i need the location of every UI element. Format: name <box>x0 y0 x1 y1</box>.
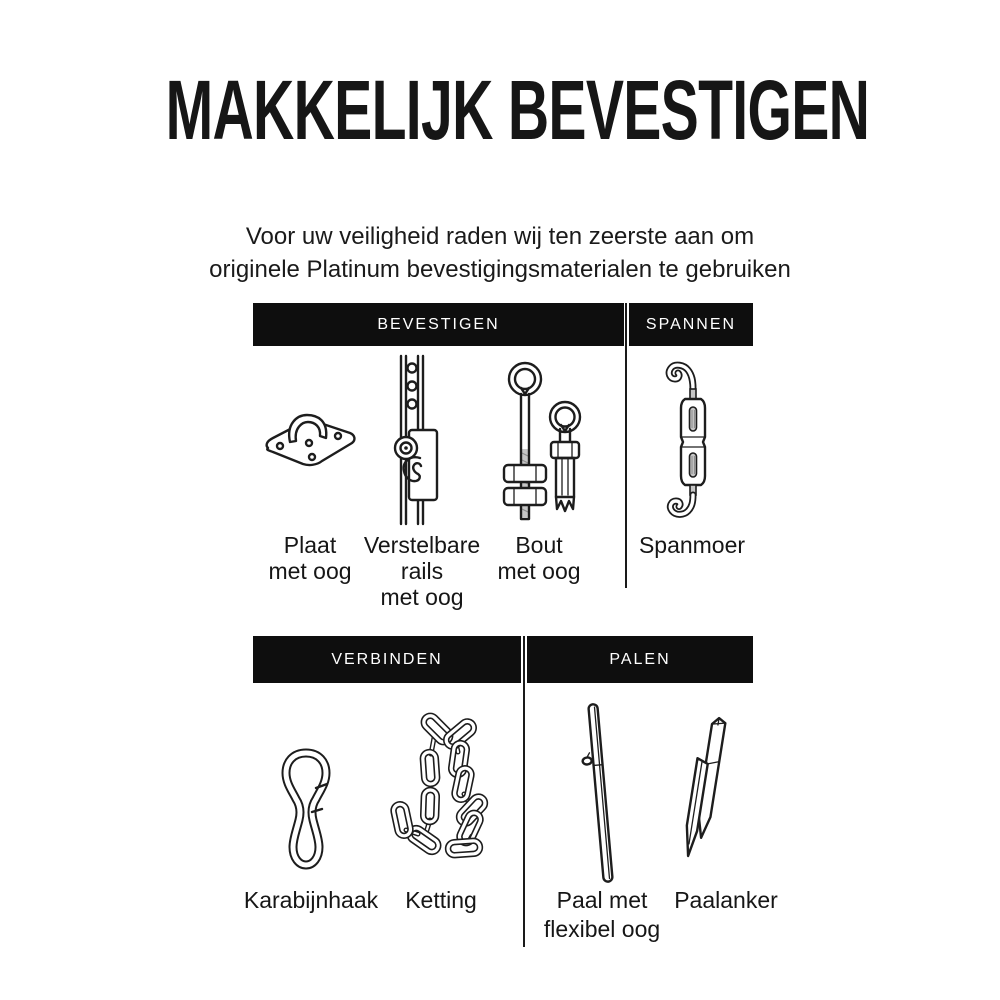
item-label-plaat-met-oog: Plaat met oog <box>268 532 352 584</box>
item-label-verstelbare-rails: Verstelbare rails met oog <box>363 532 481 610</box>
adjustable-rail-with-eye-icon <box>393 356 451 524</box>
item-label-ketting: Ketting <box>405 887 477 913</box>
page-title <box>0 63 1000 157</box>
item-label-paal-met-flexibel-oog: Paal met flexibel oog <box>543 887 661 942</box>
header-label-spannen: SPANNEN <box>645 315 737 333</box>
turnbuckle-icon <box>655 355 735 515</box>
subtitle-line-1: Voor uw veiligheid raden wij ten zeerste aan om <box>245 223 755 250</box>
subtitle-line-2: originele Platinum bevestigingsmaterialen te gebruiken <box>209 256 791 283</box>
header-label-verbinden: VERBINDEN <box>331 650 443 668</box>
header-label-palen: PALEN <box>609 650 671 668</box>
pole-with-flexible-eye-icon <box>572 698 628 888</box>
page-subtitle <box>0 220 1000 286</box>
item-label-karabijnhaak: Karabijnhaak <box>243 887 379 913</box>
item-label-spanmoer: Spanmoer <box>638 532 746 558</box>
header-bar-spannen <box>629 303 753 346</box>
ground-anchor-icon <box>668 712 744 876</box>
page-title-text: MAKKELIJK BEVESTIGEN <box>165 63 870 157</box>
header-bar-bevestigen <box>253 303 624 346</box>
carabiner-icon <box>278 746 334 872</box>
section-verbinden-palen <box>243 636 778 947</box>
header-bar-verbinden <box>253 636 521 683</box>
header-bar-palen <box>527 636 753 683</box>
plate-with-eye-icon <box>262 402 358 472</box>
item-label-bout-met-oog: Bout met oog <box>497 532 581 584</box>
eye-bolt-icon <box>487 357 602 522</box>
header-label-bevestigen: BEVESTIGEN <box>377 315 500 333</box>
item-label-paalanker: Paalanker <box>674 887 778 913</box>
chain-icon <box>390 706 502 866</box>
section-bevestigen-spannen <box>253 303 753 610</box>
